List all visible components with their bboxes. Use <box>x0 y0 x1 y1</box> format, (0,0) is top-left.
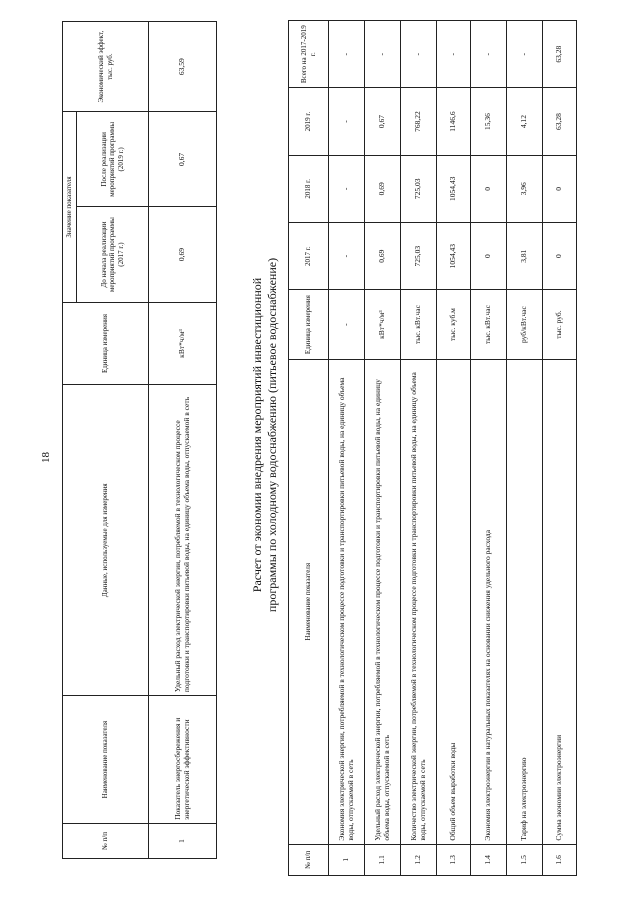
t2-cell-name: Сумма экономии электроэнергии <box>543 359 577 844</box>
table-row <box>471 21 507 876</box>
t2-cell-2017: 725,03 <box>401 223 437 290</box>
t2-header-total: Всего на 2017-2019 г. <box>289 21 329 88</box>
savings-table <box>288 20 577 876</box>
table-row <box>543 21 577 876</box>
table-row <box>149 22 217 859</box>
t1-cell-data: Удельный расход электрической энергии, потребляемой в технологическом процессе подготовки и транспортировки питьевой воды, на единицу объема воды, отпускаемой в сеть <box>149 385 217 696</box>
t2-cell-2018: 725,03 <box>401 155 437 222</box>
t2-cell-name: Количество электрической энергии, потребляемой в технологическом процессе подготовки и транспортировки питьевой воды, на единицу объема воды, отпускаемой в сеть <box>401 359 437 844</box>
t2-header-2017: 2017 г. <box>289 223 329 290</box>
t1-header-after: После реализации мероприятий программы (2019 г.) <box>77 112 149 207</box>
t2-cell-name: Экономия электрической энергии, потребляемой в технологическом процессе подготовки и транспортировки питьевой воды, на единицу объема воды, отпускаемой в сеть <box>329 359 365 844</box>
t2-cell-total: - <box>365 21 401 88</box>
t2-cell-total: - <box>401 21 437 88</box>
t2-cell-2017: 0 <box>543 223 577 290</box>
t2-cell-num: 1.2 <box>401 844 437 875</box>
t2-cell-name: Экономия электроэнергии в натуральных показателях на основании снижения удельного расхода <box>471 359 507 844</box>
t2-cell-unit: тыс. кВт.час <box>471 290 507 360</box>
t2-cell-2017: - <box>329 223 365 290</box>
table-row <box>437 21 471 876</box>
t2-cell-num: 1 <box>329 844 365 875</box>
t2-cell-unit: тыс. куб.м <box>437 290 471 360</box>
t1-header-effect: Экономический эффект, тыс. руб. <box>63 22 149 112</box>
t2-cell-unit: тыс. кВт.час <box>401 290 437 360</box>
t2-cell-num: 1.3 <box>437 844 471 875</box>
t2-cell-2019: 1146,6 <box>437 88 471 155</box>
t2-cell-2018: 0,69 <box>365 155 401 222</box>
t2-cell-num: 1.5 <box>507 844 543 875</box>
table-row <box>329 21 365 876</box>
t1-cell-num: 1 <box>149 823 217 858</box>
t2-cell-2017: 0 <box>471 223 507 290</box>
t1-header-num: № п/п <box>63 823 149 858</box>
t1-cell-after: 0,67 <box>149 112 217 207</box>
indicator-table <box>62 21 217 859</box>
t1-header-value-group: Значение показателя <box>63 112 77 302</box>
t2-header-2018: 2018 г. <box>289 155 329 222</box>
t1-cell-name: Показатель энергосбережения и энергетической эффективности <box>149 696 217 824</box>
t2-cell-2017: 0,69 <box>365 223 401 290</box>
table-row <box>401 21 437 876</box>
t2-cell-2017: 3,81 <box>507 223 543 290</box>
t2-cell-2019: 0,67 <box>365 88 401 155</box>
t1-header-data: Данные, используемые для измерения <box>63 385 149 696</box>
t2-cell-num: 1.6 <box>543 844 577 875</box>
t2-cell-2019: 4,12 <box>507 88 543 155</box>
t2-header-2019: 2019 г. <box>289 88 329 155</box>
t2-cell-2019: 768,22 <box>401 88 437 155</box>
t2-cell-unit: тыс. руб. <box>543 290 577 360</box>
t2-cell-2018: 0 <box>543 155 577 222</box>
t2-cell-unit: - <box>329 290 365 360</box>
t1-cell-effect: 63,59 <box>149 22 217 112</box>
t2-cell-2018: - <box>329 155 365 222</box>
t1-cell-before: 0,69 <box>149 207 217 302</box>
t2-cell-total: - <box>329 21 365 88</box>
t2-cell-2018: 1054,43 <box>437 155 471 222</box>
t2-cell-total: 63,28 <box>543 21 577 88</box>
t2-cell-num: 1.4 <box>471 844 507 875</box>
t2-header-unit: Единица измерения <box>289 290 329 360</box>
t2-cell-2017: 1054,43 <box>437 223 471 290</box>
t1-header-before: До начала реализации мероприятий программы (2017 г.) <box>77 207 149 302</box>
t2-cell-total: - <box>471 21 507 88</box>
t2-cell-name: Тариф на электроэнергию <box>507 359 543 844</box>
t2-cell-total: - <box>507 21 543 88</box>
t2-cell-2018: 3,96 <box>507 155 543 222</box>
t2-cell-2018: 0 <box>471 155 507 222</box>
t1-header-name: Наименование показателя <box>63 696 149 824</box>
t2-cell-2019: - <box>329 88 365 155</box>
t2-cell-name: Удельный расход электрической энергии, потребляемой в технологическом процессе подготовки и транспортировки питьевой воды, на единицу объема воды, отпускаемой в сеть <box>365 359 401 844</box>
t2-cell-2019: 63,28 <box>543 88 577 155</box>
section-title <box>250 175 280 695</box>
t2-cell-num: 1.1 <box>365 844 401 875</box>
t2-cell-2019: 15,36 <box>471 88 507 155</box>
section-title-line2: программы по холодному водоснабжению (питьевое водоснабжение) <box>265 257 279 613</box>
t2-cell-unit: кВт*ч/м³ <box>365 290 401 360</box>
section-title-line1: Расчет от экономии внедрения мероприятий инвестиционной <box>250 277 264 593</box>
t2-header-name: Наименование показателя <box>289 359 329 844</box>
t1-cell-unit: кВт*ч/м³ <box>149 302 217 385</box>
t1-header-unit: Единица измерения <box>63 302 149 385</box>
table-row <box>365 21 401 876</box>
table-row <box>507 21 543 876</box>
t2-cell-total: - <box>437 21 471 88</box>
page-number: 18 <box>40 452 52 463</box>
t2-cell-unit: руб/кВт.час <box>507 290 543 360</box>
t2-cell-name: Общий объем выработки воды <box>437 359 471 844</box>
t2-header-num: № п/п <box>289 844 329 875</box>
